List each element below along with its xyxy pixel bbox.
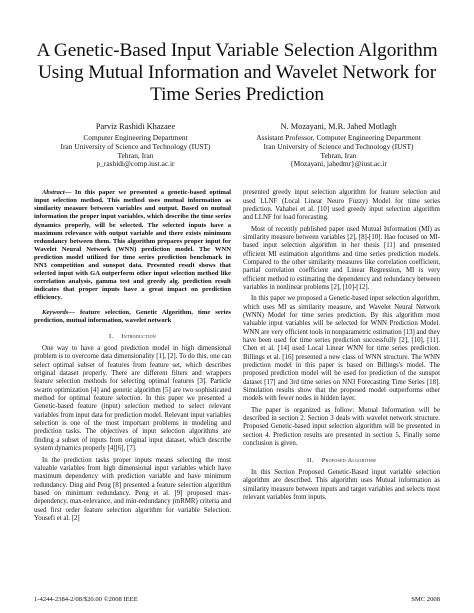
author-right [237,122,440,169]
left-column [34,189,231,523]
section-title: Introduction [121,332,156,340]
right-column [243,189,440,523]
author-affiliation: Assistant Professor, Computer Engineering Department [256,133,421,142]
author-name: N. Mozayani, M.R. Jahed Motlagh [280,122,397,131]
paragraph: In the prediction tasks proper inputs means selecting the most valuable variables from high dimensional input variables which have maximum dependency with prediction variable and have minimum redundancy. Ding and Peng [8] presented a feature selection algorithm based on minimum redundancy. Peng et al. [9] proposed max-dependency, max-relevance, and min-redundancy (mRMR) criteria and used first order feature selection algorithm for variable Selection. Yousefi et al. [2] [34,456,231,522]
section-number: I. [109,332,114,340]
section-number: II. [307,456,314,464]
paragraph: In this paper we proposed a Genetic-based input selection algorithm, which uses MI as similarity measure, and Wavelet Neural Network (WNN) Model for time series prediction. By this algorithm most valuable input variables will be selected for WNN Prediction Model. WNN are very efficient tools in nonparametric estimation [13] and they have been used for time series prediction successfully [2], [10], [11]. Chen et al. [14] used Local Linear WNN for time series prediction. Billings et al. [16] presented a new class of WNN structure. The WNN prediction model in this paper is based on Billings's model. The proposed prediction model will be used for prediction of the sunspot dataset [17] and 3rd time series on NN3 Forecasting Time Series [18]. Simulation results show that the proposed model outperforms other models with fewer nodes in hidden layer. [243,295,440,403]
author-affiliation: Iran University of Science and Technology (IUST) [263,141,414,151]
author-left [34,122,237,169]
paper-title: A Genetic-Based Input Variable Selection Algorithm Using Mutual Information and Wavelet Network for Time Series Prediction [36,40,438,105]
abstract-text: In this paper we presented a genetic-based optimal input selection method. This method uses mutual information as similarity measure between variables and output. Based on mutual information the proper input variables, which describe the time series dynamics properly, will be selected. The selected inputs have a maximum relevance with output variable and there exists minimum redundancy between them. This algorithm prepares proper input for Wavelet Neural Network (WNN) prediction model. The WNN prediction model utilized for time series prediction benchmark in NN3 competition and sunspot data. Presented result shows that selected input with GA outperform other input selection method like correlation analysis, gamma test and greedy alg. prediction result indicates that proper inputs have a great impact on prediction efficiency. [34,189,231,302]
author-affiliation: Iran University of Science and Technology (IUST) [60,141,211,151]
author-location: Tehran, Iran [117,150,154,160]
paragraph: Most of recently published paper used Mutual Information (MI) as similarity measure between variables [2], [8]-[10]. Hao focused on MI-based input selection algorithm in her thesis [11] and presented efficient MI estimation algorithms and time series prediction models. Compared to the other similarity measures like correlation coefficient, partial correlation coefficient and Linear Regression, MI is very efficient method to estimating the dependency and redundancy between variables in nonlinear problems [2], [10]-[12]. [243,225,440,291]
keywords-text: feature selection, Genetic Algorithm, time series prediction, mutual information, wavelet network [34,308,231,324]
copyright-notice: 1-4244-2384-2/08/$20.00 ©2008 IEEE [34,596,138,603]
two-column-body [34,189,440,523]
author-email: {Mozayani, jahedmr}@iust.ac.ir [290,159,387,169]
section-heading-proposed-algorithm [243,457,440,465]
paragraph: One way to have a good prediction model in high dimensional problem is to overcome data dimensionality [1], [2]. To do this, one can select optimal subset of features from feature set, which describes original dataset properly. There are different filters and wrappers feature selection methods for selecting optimal features [3]. Particle swarm optimization [4] and genetic algorithm [5] are two sophisticated method for optimal feature selection. In this paper we presented a Genetic-based feature (input) selection method to select relevant variables from input data for prediction model. Relevant input variables selection is one of the most important problems in modeling and prediction tasks. The objectives of input selection algorithms are finding a subset of inputs from original input dataset, which describe system dynamics properly [4][6], [7]. [34,345,231,453]
keywords-lead: Keywords— [42,308,75,316]
paragraph: In this Section Proposed Genetic-Based input variable selection algorithm are described. This algorithm uses Mutual information as similarity measure between inputs and target variables and selects most relevant variables from inputs. [243,468,440,501]
author-affiliation: Computer Engineering Department [83,133,188,142]
section-title: Proposed Algorithm [321,456,376,464]
author-name: Parviz Rashidi Khazaee [95,122,176,131]
paragraph: The paper is organized as follow: Mutual Information will be described in section 2. Section 3 deals with wavelet network structure. Proposed Genetic-based input selection algorithm will be presented in section 4. Prediction results are presented in section 5. Finally some conclusion is given. [243,406,440,448]
author-email: p_rashidi@comp.iust.ac.ir [96,159,175,169]
paragraph: presented greedy input selection algorithm for feature selection and used LLNF (Local Linear Neuro Fuzzy) Model for time series prediction. Vahabei et al. [10] used greedy input selection algorithm and LLNF for load forecasting. [243,189,440,222]
page-footer [34,596,440,604]
abstract-lead: Abstract— [42,189,72,197]
conference-name: SMC 2008 [411,596,440,603]
author-location: Tehran, Iran [320,150,357,160]
keywords [34,309,231,325]
section-heading-introduction [34,333,231,341]
author-block [34,122,440,169]
abstract [34,189,231,302]
